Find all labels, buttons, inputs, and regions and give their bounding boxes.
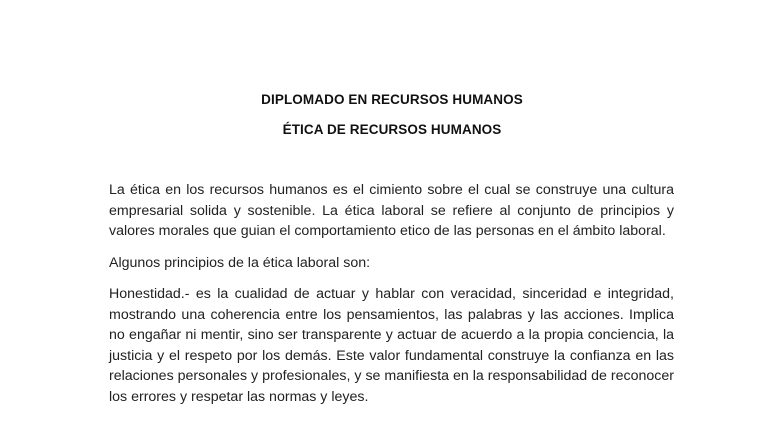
paragraph-honestidad: Honestidad.- es la cualidad de actuar y hablar con veracidad, sinceridad e integridad, mostrando una coherencia entre los pensamientos, las palabras y las acciones. Implica no engañar ni mentir, sino ser transparente y actuar de acuerdo a la propia conciencia, la justicia y el respeto por los demás. Este valor fundamental construye la confianza en las relaciones personales y profesionales, y se manifiesta en la responsabilidad de reconocer los errores y respetar las normas y leyes. xyxy=(109,286,674,405)
document-body xyxy=(109,180,674,418)
document-title: DIPLOMADO EN RECURSOS HUMANOS xyxy=(261,92,523,107)
document-subtitle: ÉTICA DE RECURSOS HUMANOS xyxy=(282,122,502,137)
paragraph-principles-lead: Algunos principios de la ética laboral son: xyxy=(109,254,371,271)
paragraph-intro: La ética en los recursos humanos es el cimiento sobre el cual se construye una cultura empresarial solida y sostenible. La ética laboral se refiere al conjunto de principios y valores morales que guian el comportamiento etico de las personas en el ámbito laboral. xyxy=(109,182,674,239)
